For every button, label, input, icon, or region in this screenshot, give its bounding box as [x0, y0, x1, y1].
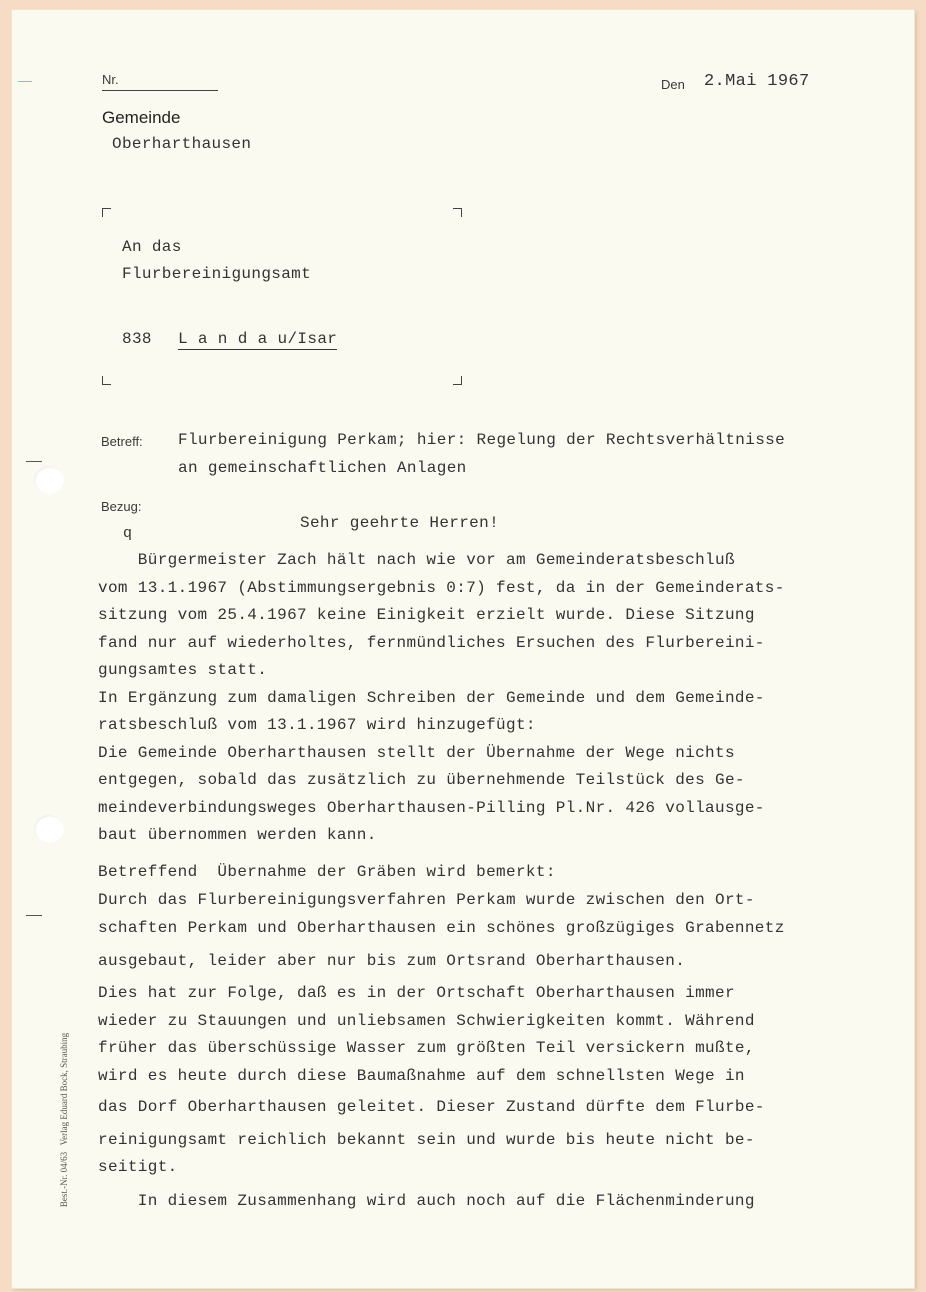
body-line: Die Gemeinde Oberharthausen stellt der Übernahme der Wege nichts — [98, 744, 735, 762]
body-line: Bürgermeister Zach hält nach wie vor am Gemeinderatsbeschluß — [98, 551, 735, 569]
bezug-mark: q — [123, 525, 133, 542]
margin-print: Best.-Nr. 04/63 Verlag Eduard Bock, Straubing — [59, 1032, 69, 1208]
nr-label: Nr. — [102, 72, 119, 87]
body-line: früher das überschüssige Wasser zum größten Teil versickern mußte, — [98, 1039, 755, 1057]
date-prefix: Den — [661, 77, 685, 92]
body-line: Betreffend Übernahme der Gräben wird bemerkt: — [98, 863, 556, 881]
body-line: wieder zu Stauungen und unliebsamen Schwierigkeiten kommt. Während — [98, 1012, 755, 1030]
body-line: In Ergänzung zum damaligen Schreiben der Gemeinde und dem Gemeinde- — [98, 689, 765, 707]
body-line: seitigt. — [98, 1158, 178, 1176]
window-corner-br — [453, 376, 462, 385]
address-city: L a n d a u/Isar — [178, 330, 338, 348]
betreff-line-1: Flurbereinigung Perkam; hier: Regelung der Rechtsverhältnisse — [178, 431, 786, 449]
body-line: In diesem Zusammenhang wird auch noch auf die Flächenminderung — [98, 1192, 755, 1210]
body-line: ausgebaut, leider aber nur bis zum Ortsrand Oberharthausen. — [98, 952, 686, 970]
body-line: sitzung vom 25.4.1967 keine Einigkeit erzielt wurde. Diese Sitzung — [98, 606, 755, 624]
body-line: ratsbeschluß vom 13.1.1967 wird hinzugefügt: — [98, 716, 536, 734]
nr-underline — [102, 90, 218, 91]
fold-mark-top-right — [18, 81, 32, 82]
fold-mark-bottom — [26, 915, 42, 916]
body-line: entgegen, sobald das zusätzlich zu übernehmende Teilstück des Ge- — [98, 771, 745, 789]
body-line: schaften Perkam und Oberharthausen ein schönes großzügiges Grabennetz — [98, 919, 785, 937]
body-line: baut übernommen werden kann. — [98, 826, 377, 844]
body-line: das Dorf Oberharthausen geleitet. Dieser Zustand dürfte dem Flurbe- — [98, 1098, 765, 1116]
betreff-label: Betreff: — [101, 434, 143, 449]
window-corner-tl — [102, 208, 111, 217]
address-line-1: An das — [122, 238, 182, 256]
body-line: fand nur auf wiederholtes, fernmündliches Ersuchen des Flurbereini- — [98, 634, 765, 652]
body-line: reinigungsamt reichlich bekannt sein und wurde bis heute nicht be- — [98, 1131, 755, 1149]
punch-hole-top — [34, 466, 64, 494]
letter-page — [12, 10, 914, 1288]
window-corner-bl — [102, 376, 111, 385]
fold-mark-top — [26, 461, 42, 462]
address-line-2: Flurbereinigungsamt — [122, 265, 312, 283]
address-postcode: 838 — [122, 330, 152, 348]
body-line: Durch das Flurbereinigungsverfahren Perkam wurde zwischen den Ort- — [98, 891, 755, 909]
bezug-label: Bezug: — [101, 499, 142, 514]
letter-date: 2.Mai 1967 — [704, 72, 810, 91]
sender-name: Oberharthausen — [112, 135, 252, 153]
salutation: Sehr geehrte Herren! — [300, 514, 500, 532]
body-line: meindeverbindungsweges Oberharthausen-Pilling Pl.Nr. 426 vollausge- — [98, 799, 765, 817]
body-line: wird es heute durch diese Baumaßnahme auf dem schnellsten Wege in — [98, 1067, 745, 1085]
punch-hole-bottom — [34, 815, 64, 843]
window-corner-tr — [453, 208, 462, 217]
body-line: vom 13.1.1967 (Abstimmungsergebnis 0:7) fest, da in der Gemeinderats- — [98, 579, 785, 597]
body-line: Dies hat zur Folge, daß es in der Ortschaft Oberharthausen immer — [98, 984, 735, 1002]
betreff-line-2: an gemeinschaftlichen Anlagen — [178, 459, 467, 477]
sender-heading: Gemeinde — [102, 108, 181, 127]
body-line: gungsamtes statt. — [98, 661, 268, 679]
